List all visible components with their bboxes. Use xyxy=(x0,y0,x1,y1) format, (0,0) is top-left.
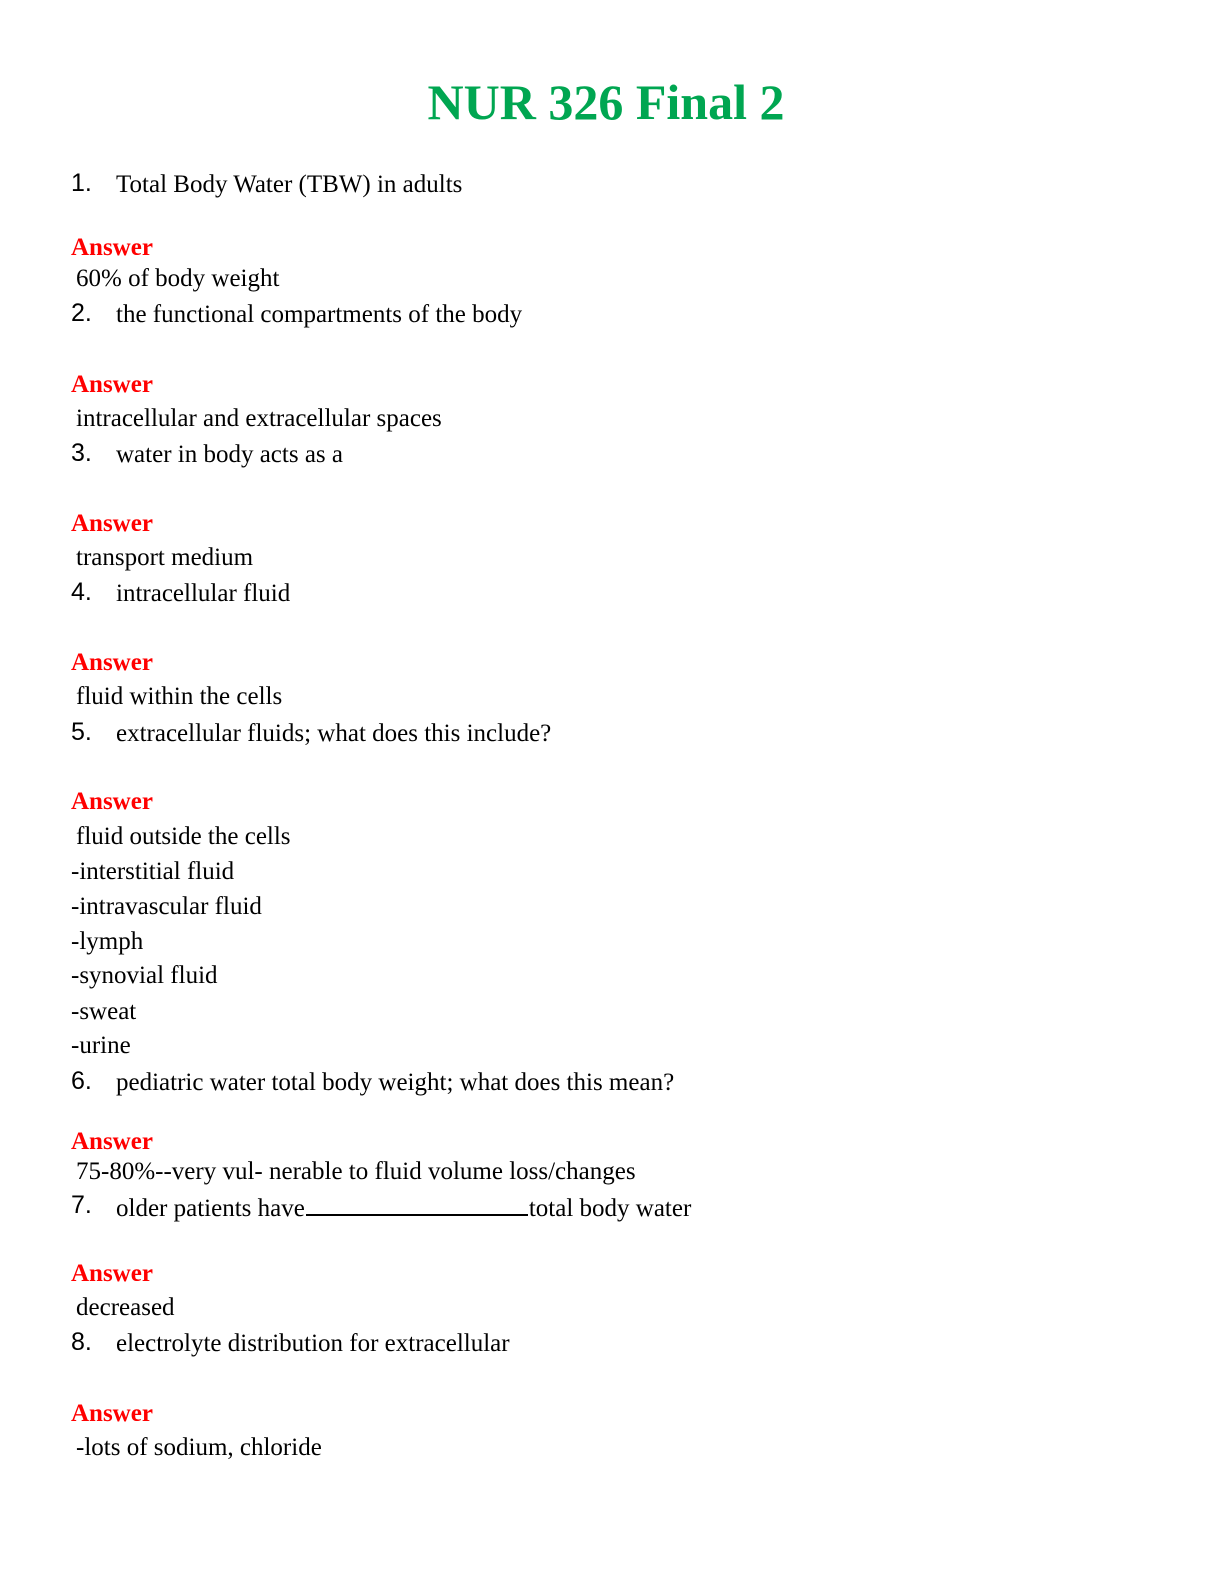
question-text: Total Body Water (TBW) in adults xyxy=(116,171,463,198)
answer-label: Answer xyxy=(71,234,153,261)
answer-text: -lots of sodium, chloride xyxy=(76,1434,322,1461)
answer-text: -intravascular fluid xyxy=(71,893,262,920)
answer-text: decreased xyxy=(76,1294,175,1321)
answer-label: Answer xyxy=(71,371,153,398)
answer-text: -synovial fluid xyxy=(71,962,218,989)
answer-text: fluid outside the cells xyxy=(76,823,291,850)
question-number: 4. xyxy=(71,578,92,606)
answer-text: 75-80%--very vul- nerable to fluid volume loss/changes xyxy=(76,1158,636,1185)
answer-text: transport medium xyxy=(76,544,254,571)
fill-in-blank xyxy=(306,1192,528,1216)
question-text: the functional compartments of the body xyxy=(116,301,523,328)
answer-label: Answer xyxy=(71,1400,153,1427)
question-number: 3. xyxy=(71,439,92,467)
question-text xyxy=(116,1192,691,1224)
question-text-after-blank: total body water xyxy=(528,1195,692,1222)
question-text: intracellular fluid xyxy=(116,580,291,607)
document-title: NUR 326 Final 2 xyxy=(427,74,785,130)
answer-text: -sweat xyxy=(71,998,137,1025)
answer-text: intracellular and extracellular spaces xyxy=(76,405,442,432)
question-number: 6. xyxy=(71,1067,92,1095)
answer-label: Answer xyxy=(71,649,153,676)
question-number: 8. xyxy=(71,1328,92,1356)
question-text-before-blank: older patients have xyxy=(116,1195,305,1222)
question-number: 7. xyxy=(71,1191,92,1219)
answer-label: Answer xyxy=(71,510,153,537)
question-number: 1. xyxy=(71,169,92,197)
answer-text: -lymph xyxy=(71,928,144,955)
answer-label: Answer xyxy=(71,1260,153,1287)
question-text: pediatric water total body weight; what does this mean? xyxy=(116,1069,675,1096)
question-text: electrolyte distribution for extracellular xyxy=(116,1330,510,1357)
answer-text: -interstitial fluid xyxy=(71,858,235,885)
question-text: extracellular fluids; what does this include? xyxy=(116,720,552,747)
answer-text: 60% of body weight xyxy=(76,265,280,292)
question-text: water in body acts as a xyxy=(116,441,344,468)
answer-text: fluid within the cells xyxy=(76,683,283,710)
answer-label: Answer xyxy=(71,788,153,815)
question-number: 5. xyxy=(71,718,92,746)
question-number: 2. xyxy=(71,299,92,327)
answer-text: -urine xyxy=(71,1032,131,1059)
answer-label: Answer xyxy=(71,1128,153,1155)
